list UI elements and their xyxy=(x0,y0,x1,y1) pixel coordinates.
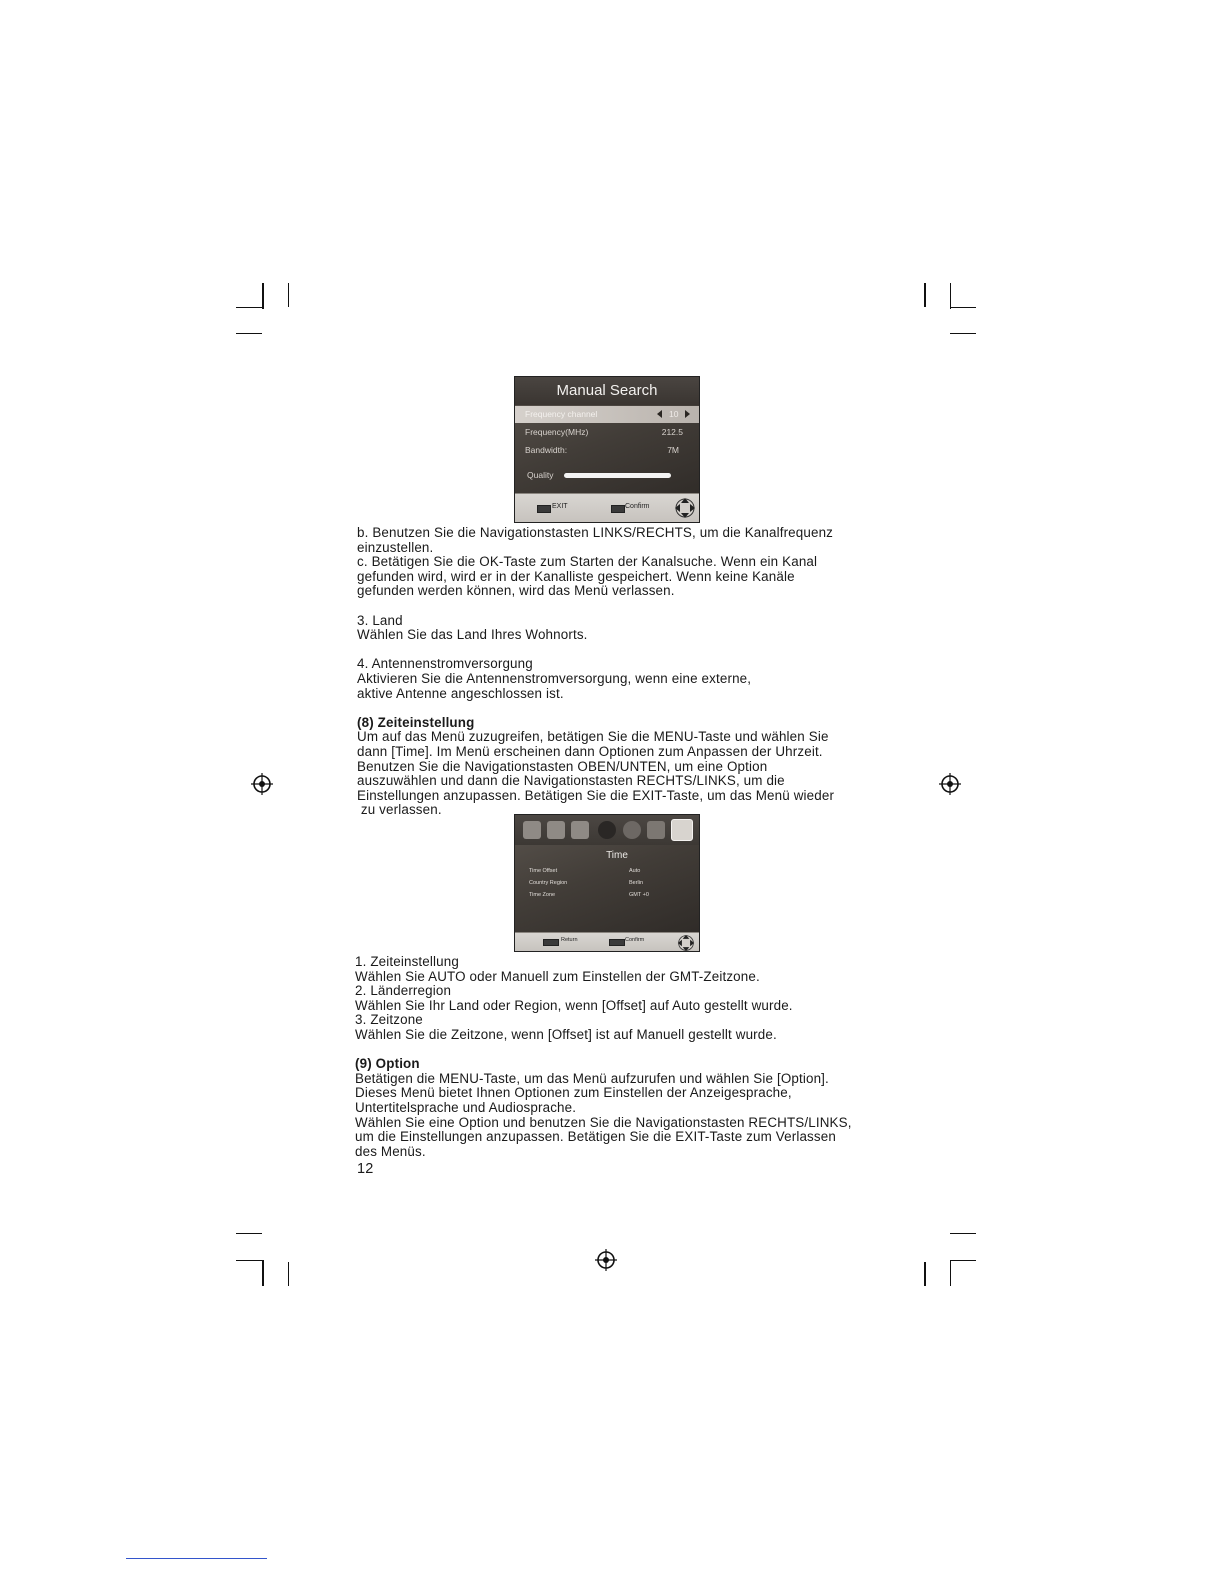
text-line: Dieses Menü bietet Ihnen Optionen zum Einstellen der Anzeigesprache, xyxy=(355,1085,792,1101)
text-line: Benutzen Sie die Navigationstasten OBEN/UNTEN, um eine Option xyxy=(357,758,768,774)
text-line: einzustellen. xyxy=(357,539,434,555)
country-region-value: Berlin xyxy=(629,880,644,886)
exit-key-icon xyxy=(537,505,551,513)
time-zone-value: GMT +0 xyxy=(629,892,649,898)
page-number: 12 xyxy=(357,1161,374,1177)
ok-key-icon xyxy=(611,505,625,513)
dpad-icon xyxy=(677,934,695,952)
text-line: 3. Zeitzone xyxy=(355,1012,423,1028)
option-icon[interactable] xyxy=(647,821,665,839)
time-menu-screenshot xyxy=(514,814,700,952)
text-line: aktive Antenne angeschlossen ist. xyxy=(357,685,564,701)
quality-bar xyxy=(564,473,671,478)
text-line: gefunden werden können, wird das Menü verlassen. xyxy=(357,583,675,599)
registration-mark-icon xyxy=(251,773,273,795)
text-line: Wählen Sie die Zeitzone, wenn [Offset] ist auf Manuell gestellt wurde. xyxy=(355,1026,777,1042)
country-region-label[interactable]: Country Region xyxy=(529,880,568,886)
menu-icon-bar xyxy=(515,815,699,845)
text-line: auszuwählen und dann die Navigationstasten RECHTS/LINKS, um die xyxy=(357,773,785,789)
text-line: Um auf das Menü zuzugreifen, betätigen Sie die MENU-Taste und wählen Sie xyxy=(357,729,829,745)
dpad-icon xyxy=(674,497,696,519)
text-line xyxy=(357,599,834,614)
manual-search-footer xyxy=(515,493,699,523)
text-line: Wählen Sie AUTO oder Manuell zum Einstellen der GMT-Zeitzone. xyxy=(355,968,760,984)
text-line: 2. Länderregion xyxy=(355,983,452,999)
lock-icon[interactable] xyxy=(598,821,616,839)
confirm-label: Confirm xyxy=(625,503,650,510)
text-line xyxy=(357,701,834,716)
setup-icon[interactable] xyxy=(623,821,641,839)
text-line: 1. Zeiteinstellung xyxy=(355,954,459,969)
frequency-channel-row[interactable]: Frequency channel 10 xyxy=(515,406,699,423)
arrow-right-icon[interactable] xyxy=(685,410,690,418)
bandwidth-row: Bandwidth: 7M xyxy=(525,445,679,455)
time-zone-label[interactable]: Time Zone xyxy=(529,892,556,898)
text-line: 3. Land xyxy=(357,612,403,628)
arrow-left-icon[interactable] xyxy=(657,410,662,418)
text-line: des Menüs. xyxy=(355,1143,426,1159)
bottom-link-line xyxy=(126,1558,267,1559)
time-icon[interactable] xyxy=(671,819,693,841)
manual-search-title: Manual Search xyxy=(515,377,699,405)
text-line xyxy=(357,643,834,658)
section-heading: (9) Option xyxy=(355,1056,420,1072)
text-line: Wählen Sie Ihr Land oder Region, wenn [Offset] auf Auto gestellt wurde. xyxy=(355,997,793,1013)
ok-key-icon xyxy=(609,939,625,946)
text-line: Wählen Sie eine Option und benutzen Sie die Navigationstasten RECHTS/LINKS, xyxy=(355,1114,852,1130)
text-line: Wählen Sie das Land Ihres Wohnorts. xyxy=(357,627,588,643)
exit-label: EXIT xyxy=(552,503,568,510)
section-heading: (8) Zeiteinstellung xyxy=(357,714,475,730)
text-line xyxy=(355,1043,852,1058)
sound-icon[interactable] xyxy=(547,821,565,839)
picture-icon[interactable] xyxy=(523,821,541,839)
return-label: Return xyxy=(561,937,578,943)
text-line: zu verlassen. xyxy=(357,802,442,818)
text-line: Einstellungen anzupassen. Betätigen Sie die EXIT-Taste, um das Menü wieder xyxy=(357,787,835,803)
registration-mark-icon xyxy=(595,1249,617,1271)
quality-label: Quality xyxy=(527,470,554,480)
confirm-label: Confirm xyxy=(625,937,645,943)
time-offset-label[interactable]: Time Offset xyxy=(529,868,558,874)
text-line: c. Betätigen Sie die OK-Taste zum Starten der Kanalsuche. Wenn ein Kanal xyxy=(357,554,818,570)
text-line: b. Benutzen Sie die Navigationstasten LINKS/RECHTS, um die Kanalfrequenz xyxy=(357,525,834,540)
time-menu-title: Time xyxy=(606,850,628,861)
text-line: dann [Time]. Im Menü erscheinen dann Optionen zum Anpassen der Uhrzeit. xyxy=(357,743,823,759)
text-line: gefunden wird, wird er in der Kanalliste gespeichert. Wenn keine Kanäle xyxy=(357,568,795,584)
text-line: Betätigen die MENU-Taste, um das Menü aufzurufen und wählen Sie [Option]. xyxy=(355,1070,829,1086)
text-line: Untertitelsprache und Audiosprache. xyxy=(355,1099,577,1115)
registration-mark-icon xyxy=(939,773,961,795)
text-line: Aktivieren Sie die Antennenstromversorgung, wenn eine externe, xyxy=(357,670,752,686)
time-offset-value: Auto xyxy=(629,868,641,874)
text-line: um die Einstellungen anzupassen. Betätigen Sie die EXIT-Taste zum Verlassen xyxy=(355,1129,836,1145)
menu-key-icon xyxy=(543,939,559,946)
instructions-part-1 xyxy=(357,526,834,818)
instructions-part-2 xyxy=(355,955,852,1159)
text-line: 4. Antennenstromversorgung xyxy=(357,656,533,672)
time-menu-footer xyxy=(515,932,699,952)
frequency-mhz-row: Frequency(MHz) 212.5 xyxy=(525,427,683,437)
channel-icon[interactable] xyxy=(571,821,589,839)
manual-search-screenshot xyxy=(514,376,700,523)
